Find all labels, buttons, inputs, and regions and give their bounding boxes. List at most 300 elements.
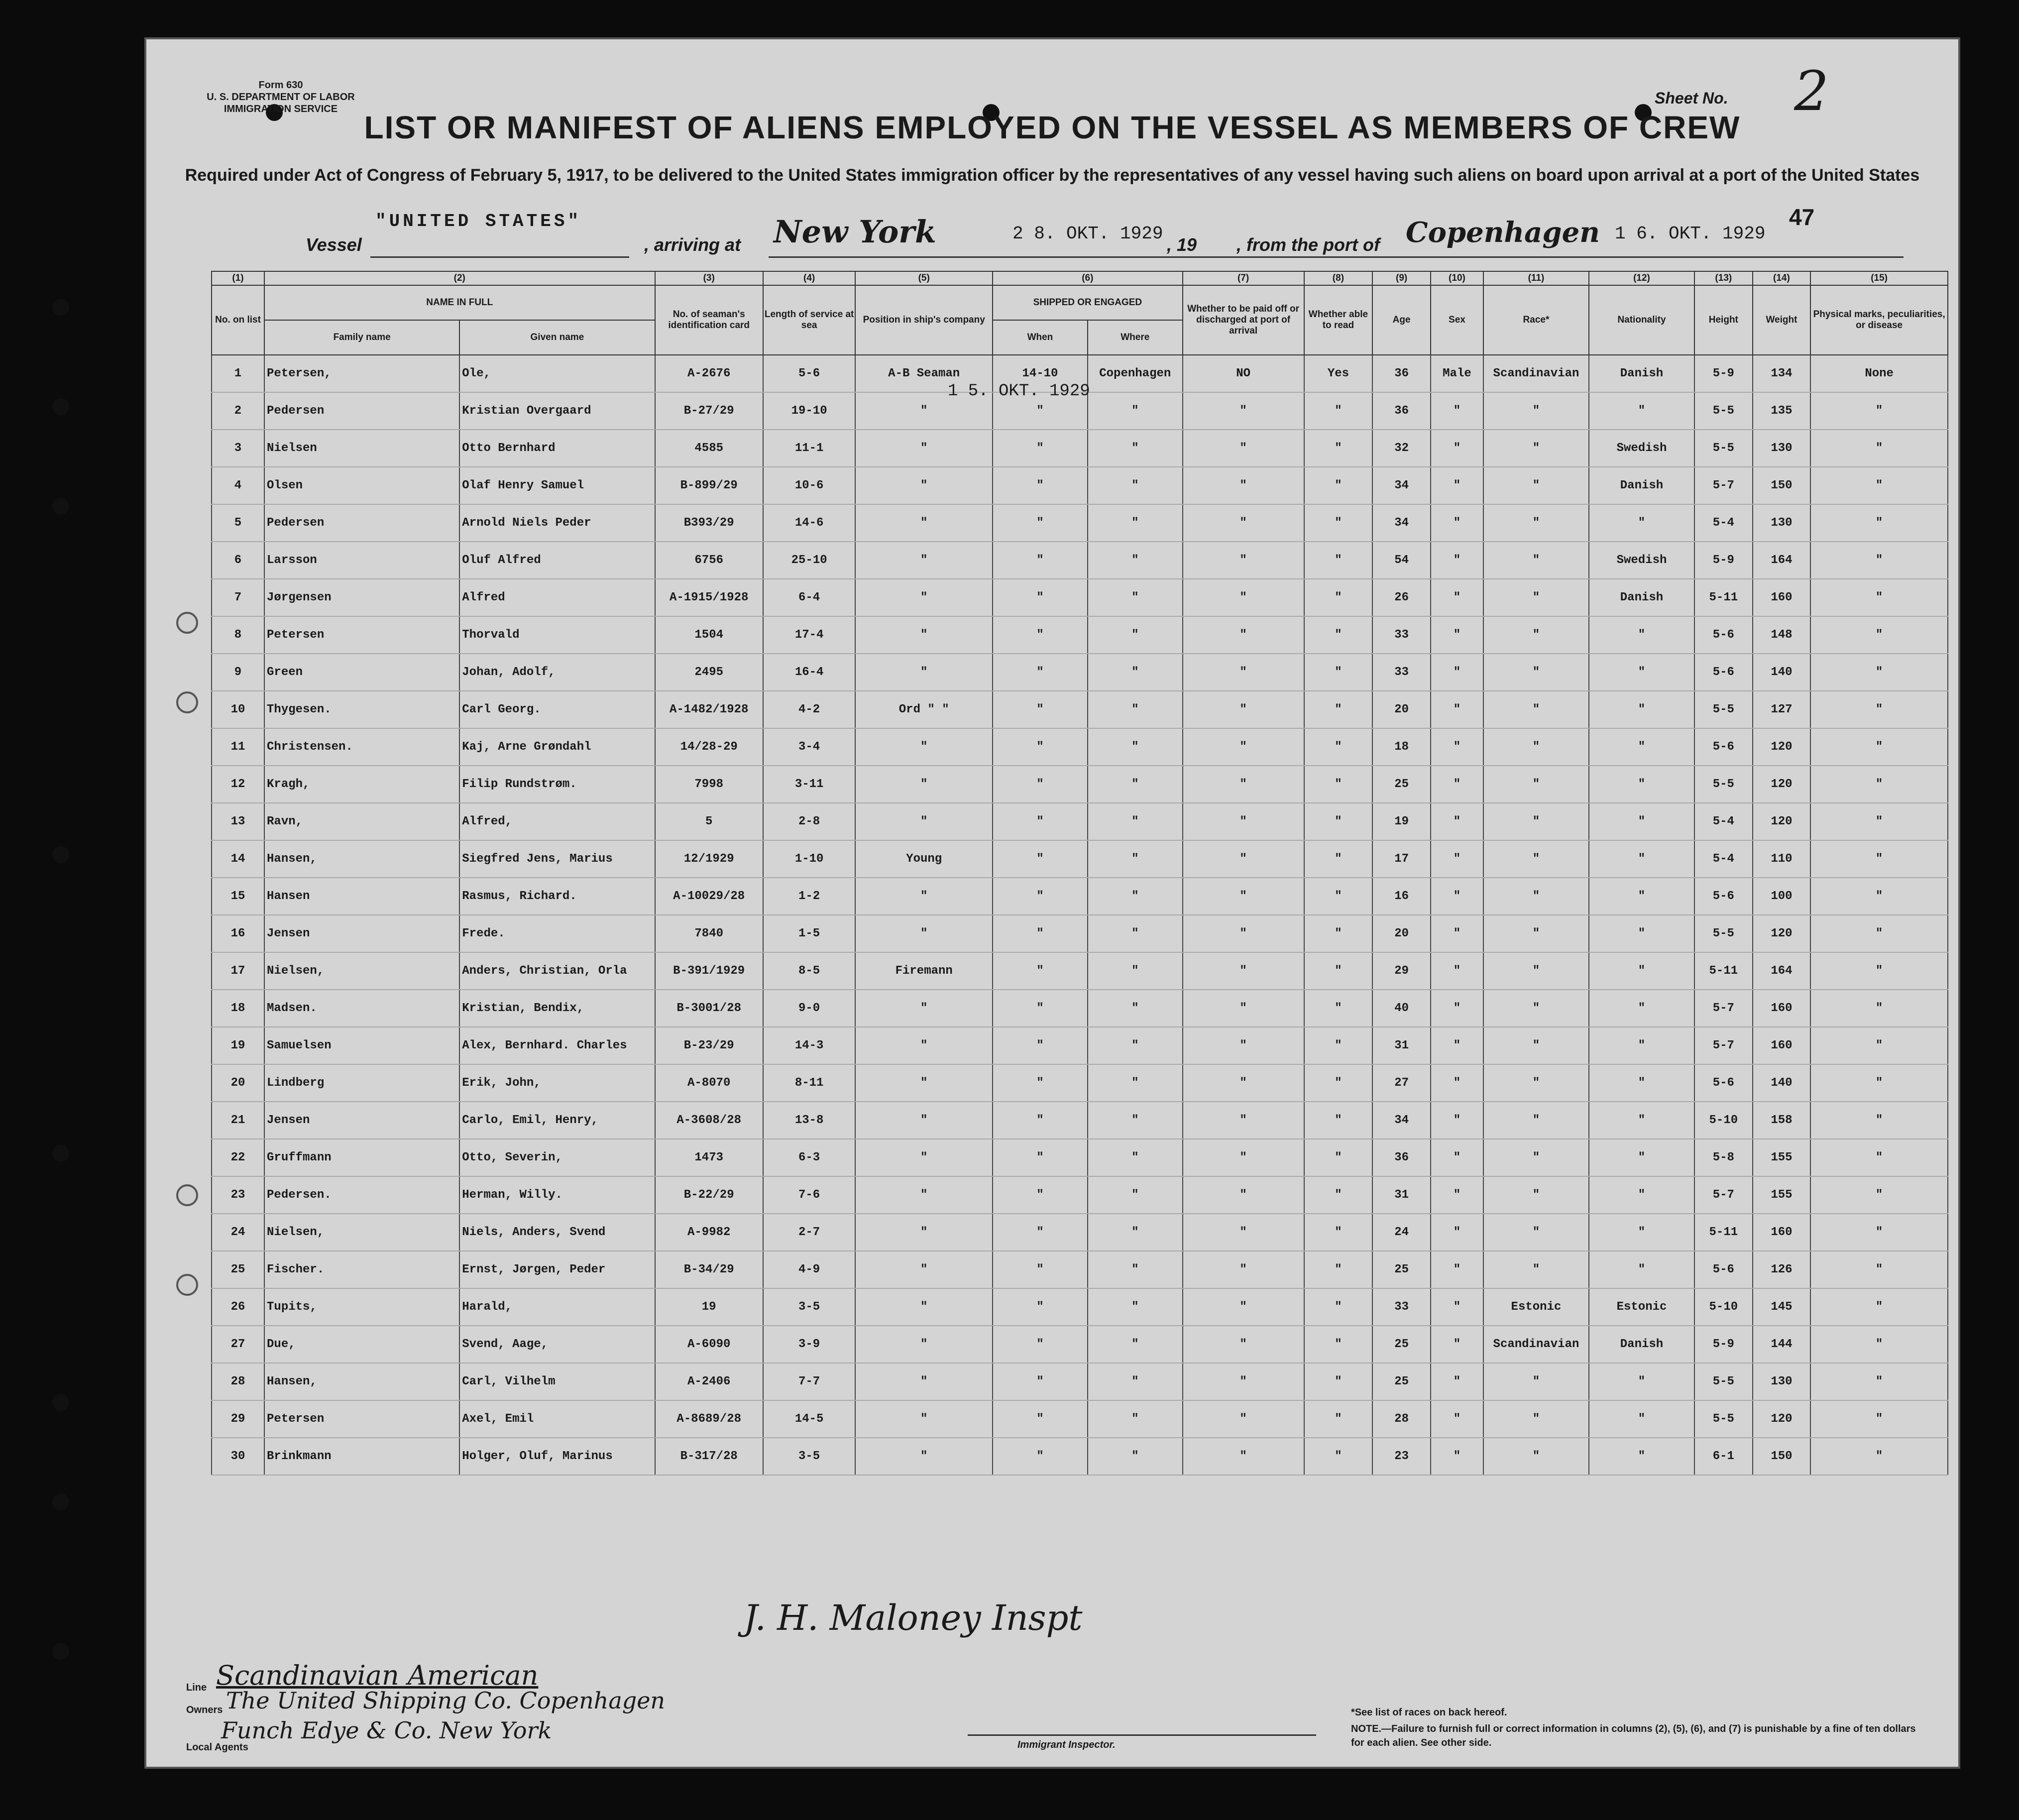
cell-where: ": [1088, 430, 1183, 467]
col-num: (8): [1304, 271, 1373, 285]
cell-given: Harald,: [459, 1288, 655, 1326]
cell-where: ": [1088, 1139, 1183, 1176]
cell-read: ": [1304, 1139, 1373, 1176]
cell-height: 5-11: [1694, 952, 1753, 990]
cell-nationality: ": [1589, 1363, 1694, 1400]
cell-no: 28: [212, 1363, 264, 1400]
cell-no: 19: [212, 1027, 264, 1064]
cell-position: ": [855, 915, 993, 952]
owners-value: The United Shipping Co. Copenhagen: [226, 1687, 666, 1714]
cell-given: Ole,: [459, 355, 655, 392]
cell-where: ": [1088, 766, 1183, 803]
cell-height: 5-10: [1694, 1102, 1753, 1139]
cell-sex: ": [1431, 467, 1483, 504]
cell-nationality: ": [1589, 766, 1694, 803]
cell-position: ": [855, 1176, 993, 1214]
binder-hole: [52, 299, 69, 316]
header-able-read: Whether able to read: [1304, 285, 1373, 355]
cell-family: Jensen: [264, 915, 459, 952]
cell-family: Nielsen,: [264, 1214, 459, 1251]
cell-no: 8: [212, 616, 264, 654]
cell-family: Nielsen: [264, 430, 459, 467]
cell-given: Kaj, Arne Grøndahl: [459, 728, 655, 766]
cell-race: ": [1483, 654, 1589, 691]
header-seaman-id: No. of seaman's identification card: [655, 285, 763, 355]
cell-family: Kragh,: [264, 766, 459, 803]
cell-when: ": [993, 1400, 1088, 1438]
cell-where: ": [1088, 1214, 1183, 1251]
col-num: (10): [1431, 271, 1483, 285]
cell-id: 12/1929: [655, 840, 763, 878]
cell-marks: ": [1810, 392, 1948, 430]
cell-age: 33: [1372, 654, 1431, 691]
inspector-label: Immigrant Inspector.: [1017, 1739, 1116, 1750]
col-num: (15): [1810, 271, 1948, 285]
cell-nationality: ": [1589, 728, 1694, 766]
cell-no: 18: [212, 990, 264, 1027]
cell-no: 16: [212, 915, 264, 952]
cell-height: 5-10: [1694, 1288, 1753, 1326]
crew-row: [212, 1288, 1948, 1326]
crew-row: [212, 915, 1948, 952]
cell-id: 4585: [655, 430, 763, 467]
cell-when: ": [993, 1064, 1088, 1102]
cell-weight: 135: [1753, 392, 1811, 430]
cell-paid: ": [1183, 990, 1304, 1027]
cell-weight: 120: [1753, 728, 1811, 766]
cell-read: ": [1304, 766, 1373, 803]
cell-read: ": [1304, 1251, 1373, 1288]
cell-marks: ": [1810, 1139, 1948, 1176]
agents-value: Funch Edye & Co. New York: [221, 1717, 552, 1744]
cell-id: A-6090: [655, 1326, 763, 1363]
cell-no: 30: [212, 1438, 264, 1475]
cell-id: A-2406: [655, 1363, 763, 1400]
cell-height: 5-8: [1694, 1139, 1753, 1176]
cell-where: ": [1088, 1363, 1183, 1400]
cell-service: 2-8: [763, 803, 856, 840]
cell-where: ": [1088, 803, 1183, 840]
cell-family: Nielsen,: [264, 952, 459, 990]
cell-weight: 160: [1753, 990, 1811, 1027]
cell-read: ": [1304, 915, 1373, 952]
cell-read: ": [1304, 1214, 1373, 1251]
cell-position: ": [855, 467, 993, 504]
cell-weight: 110: [1753, 840, 1811, 878]
cell-age: 17: [1372, 840, 1431, 878]
col-num: (4): [763, 271, 856, 285]
cell-sex: ": [1431, 1064, 1483, 1102]
cell-service: 14-3: [763, 1027, 856, 1064]
cell-paid: ": [1183, 1326, 1304, 1363]
cell-where: ": [1088, 990, 1183, 1027]
cell-paid: ": [1183, 1027, 1304, 1064]
cell-age: 24: [1372, 1214, 1431, 1251]
cell-position: ": [855, 430, 993, 467]
cell-race: ": [1483, 430, 1589, 467]
cell-age: 33: [1372, 616, 1431, 654]
cell-given: Svend, Aage,: [459, 1326, 655, 1363]
cell-marks: ": [1810, 691, 1948, 728]
header-line: [769, 256, 1904, 258]
cell-marks: ": [1810, 840, 1948, 878]
cell-when: ": [993, 766, 1088, 803]
cell-height: 6-1: [1694, 1438, 1753, 1475]
cell-family: Madsen.: [264, 990, 459, 1027]
cell-marks: ": [1810, 728, 1948, 766]
cell-height: 5-6: [1694, 878, 1753, 915]
cell-nationality: ": [1589, 803, 1694, 840]
cell-position: ": [855, 1438, 993, 1475]
cell-race: ": [1483, 1214, 1589, 1251]
col-num: (13): [1694, 271, 1753, 285]
cell-paid: ": [1183, 1438, 1304, 1475]
cell-sex: ": [1431, 616, 1483, 654]
cell-service: 1-5: [763, 915, 856, 952]
cell-age: 18: [1372, 728, 1431, 766]
cell-given: Otto Bernhard: [459, 430, 655, 467]
cell-read: ": [1304, 542, 1373, 579]
cell-paid: ": [1183, 1363, 1304, 1400]
cell-id: 7998: [655, 766, 763, 803]
cell-id: B-3001/28: [655, 990, 763, 1027]
cell-when: ": [993, 1027, 1088, 1064]
cell-weight: 120: [1753, 766, 1811, 803]
cell-service: 5-6: [763, 355, 856, 392]
cell-paid: ": [1183, 579, 1304, 616]
cell-family: Lindberg: [264, 1064, 459, 1102]
line-label: Line: [186, 1682, 207, 1693]
cell-service: 9-0: [763, 990, 856, 1027]
cell-age: 32: [1372, 430, 1431, 467]
cell-sex: ": [1431, 654, 1483, 691]
binder-hole: [52, 1145, 69, 1162]
cell-no: 14: [212, 840, 264, 878]
cell-sex: Male: [1431, 355, 1483, 392]
cell-paid: ": [1183, 616, 1304, 654]
cell-sex: ": [1431, 504, 1483, 542]
cell-read: ": [1304, 467, 1373, 504]
cell-service: 4-2: [763, 691, 856, 728]
page-title: LIST OR MANIFEST OF ALIENS EMPLOYED ON THE VESSEL AS MEMBERS OF CREW: [364, 110, 1741, 145]
page-subtitle: Required under Act of Congress of February 5, 1917, to be delivered to the United States immigration officer by the representatives of any vessel having such aliens on board upon arrival at a port of the United States: [185, 166, 1920, 185]
cell-height: 5-6: [1694, 1251, 1753, 1288]
cell-marks: ": [1810, 1400, 1948, 1438]
cell-service: 14-6: [763, 504, 856, 542]
cell-age: 36: [1372, 392, 1431, 430]
cell-weight: 144: [1753, 1326, 1811, 1363]
cell-age: 54: [1372, 542, 1431, 579]
cell-sex: ": [1431, 1288, 1483, 1326]
cell-family: Hansen,: [264, 840, 459, 878]
cell-given: Herman, Willy.: [459, 1176, 655, 1214]
cell-weight: 134: [1753, 355, 1811, 392]
cell-id: 1473: [655, 1139, 763, 1176]
cell-service: 8-5: [763, 952, 856, 990]
cell-weight: 160: [1753, 579, 1811, 616]
cell-family: Pedersen.: [264, 1176, 459, 1214]
cell-nationality: Danish: [1589, 467, 1694, 504]
cell-race: ": [1483, 1363, 1589, 1400]
cell-service: 7-6: [763, 1176, 856, 1214]
cell-sex: ": [1431, 1214, 1483, 1251]
cell-marks: ": [1810, 990, 1948, 1027]
cell-race: ": [1483, 542, 1589, 579]
cell-position: ": [855, 616, 993, 654]
cell-paid: ": [1183, 392, 1304, 430]
cell-race: ": [1483, 1176, 1589, 1214]
cell-sex: ": [1431, 430, 1483, 467]
cell-race: ": [1483, 467, 1589, 504]
cell-position: ": [855, 1027, 993, 1064]
cell-where: ": [1088, 1251, 1183, 1288]
cell-service: 19-10: [763, 392, 856, 430]
cell-service: 25-10: [763, 542, 856, 579]
cell-paid: ": [1183, 430, 1304, 467]
cell-marks: ": [1810, 1176, 1948, 1214]
cell-nationality: ": [1589, 1176, 1694, 1214]
cell-nationality: ": [1589, 1064, 1694, 1102]
cell-position: ": [855, 728, 993, 766]
cell-id: B-23/29: [655, 1027, 763, 1064]
punch-ring: [176, 1184, 198, 1206]
cell-id: 6756: [655, 542, 763, 579]
cell-race: ": [1483, 878, 1589, 915]
cell-weight: 126: [1753, 1251, 1811, 1288]
cell-position: ": [855, 1214, 993, 1251]
cell-given: Niels, Anders, Svend: [459, 1214, 655, 1251]
cell-weight: 130: [1753, 1363, 1811, 1400]
cell-race: ": [1483, 1027, 1589, 1064]
cell-no: 9: [212, 654, 264, 691]
col-num: (9): [1372, 271, 1431, 285]
cell-weight: 145: [1753, 1288, 1811, 1326]
cell-weight: 160: [1753, 1214, 1811, 1251]
cell-marks: ": [1810, 504, 1948, 542]
cell-height: 5-11: [1694, 1214, 1753, 1251]
cell-when: ": [993, 1438, 1088, 1475]
header-height: Height: [1694, 285, 1753, 355]
cell-position: A-B Seaman: [855, 355, 993, 392]
crew-row: [212, 691, 1948, 728]
cell-read: ": [1304, 1400, 1373, 1438]
cell-given: Johan, Adolf,: [459, 654, 655, 691]
cell-given: Holger, Oluf, Marinus: [459, 1438, 655, 1475]
cell-age: 29: [1372, 952, 1431, 990]
cell-given: Filip Rundstrøm.: [459, 766, 655, 803]
cell-read: ": [1304, 691, 1373, 728]
cell-weight: 120: [1753, 803, 1811, 840]
from-port-label: , from the port of: [1236, 234, 1380, 255]
header-when: When: [993, 320, 1088, 355]
cell-weight: 150: [1753, 1438, 1811, 1475]
cell-service: 3-4: [763, 728, 856, 766]
cell-race: Scandinavian: [1483, 355, 1589, 392]
cell-when: ": [993, 1176, 1088, 1214]
cell-where: ": [1088, 392, 1183, 430]
cell-when: ": [993, 952, 1088, 990]
page-number: 47: [1789, 204, 1815, 230]
service-name: IMMIGRATION SERVICE: [224, 104, 338, 114]
cell-height: 5-6: [1694, 616, 1753, 654]
manifest-sheet: [144, 37, 1960, 1769]
crew-row: [212, 728, 1948, 766]
binder-hole: [52, 1643, 69, 1660]
cell-height: 5-4: [1694, 504, 1753, 542]
cell-service: 3-5: [763, 1438, 856, 1475]
header-nationality: Nationality: [1589, 285, 1694, 355]
cell-sex: ": [1431, 1400, 1483, 1438]
cell-id: A-9982: [655, 1214, 763, 1251]
punch-ring: [176, 1274, 198, 1296]
cell-when: ": [993, 542, 1088, 579]
cell-position: ": [855, 654, 993, 691]
header-length-service: Length of service at sea: [763, 285, 856, 355]
cell-when: ": [993, 467, 1088, 504]
cell-nationality: ": [1589, 1438, 1694, 1475]
cell-race: Scandinavian: [1483, 1326, 1589, 1363]
cell-nationality: Danish: [1589, 355, 1694, 392]
cell-race: ": [1483, 579, 1589, 616]
cell-no: 10: [212, 691, 264, 728]
cell-race: ": [1483, 990, 1589, 1027]
crew-row: [212, 467, 1948, 504]
cell-read: ": [1304, 840, 1373, 878]
cell-when: ": [993, 1363, 1088, 1400]
cell-paid: ": [1183, 1139, 1304, 1176]
cell-id: A-1915/1928: [655, 579, 763, 616]
cell-given: Siegfred Jens, Marius: [459, 840, 655, 878]
cell-where: ": [1088, 952, 1183, 990]
cell-no: 29: [212, 1400, 264, 1438]
cell-given: Otto, Severin,: [459, 1139, 655, 1176]
cell-where: ": [1088, 467, 1183, 504]
cell-read: ": [1304, 803, 1373, 840]
cell-marks: ": [1810, 1102, 1948, 1139]
cell-age: 33: [1372, 1288, 1431, 1326]
cell-paid: ": [1183, 1288, 1304, 1326]
cell-position: ": [855, 1326, 993, 1363]
cell-service: 1-2: [763, 878, 856, 915]
cell-marks: ": [1810, 1363, 1948, 1400]
departure-date-stamp: 1 6. OKT. 1929: [1615, 224, 1766, 244]
header-paid-off: Whether to be paid off or discharged at port of arrival: [1183, 285, 1304, 355]
cell-no: 20: [212, 1064, 264, 1102]
cell-height: 5-5: [1694, 430, 1753, 467]
cell-marks: ": [1810, 766, 1948, 803]
cell-sex: ": [1431, 579, 1483, 616]
cell-where: ": [1088, 728, 1183, 766]
cell-sex: ": [1431, 878, 1483, 915]
cell-no: 21: [212, 1102, 264, 1139]
cell-weight: 127: [1753, 691, 1811, 728]
cell-id: B-27/29: [655, 392, 763, 430]
cell-age: 25: [1372, 1363, 1431, 1400]
cell-family: Olsen: [264, 467, 459, 504]
cell-age: 40: [1372, 990, 1431, 1027]
cell-marks: ": [1810, 616, 1948, 654]
cell-position: ": [855, 1363, 993, 1400]
cell-id: 7840: [655, 915, 763, 952]
cell-nationality: ": [1589, 915, 1694, 952]
cell-service: 4-9: [763, 1251, 856, 1288]
cell-no: 4: [212, 467, 264, 504]
cell-height: 5-5: [1694, 766, 1753, 803]
punch-ring: [176, 612, 198, 634]
cell-paid: ": [1183, 952, 1304, 990]
cell-family: Hansen: [264, 878, 459, 915]
crew-row: [212, 1027, 1948, 1064]
cell-paid: ": [1183, 1176, 1304, 1214]
binder-hole: [52, 846, 69, 863]
cell-family: Brinkmann: [264, 1438, 459, 1475]
cell-position: ": [855, 1251, 993, 1288]
cell-age: 19: [1372, 803, 1431, 840]
cell-height: 5-6: [1694, 1064, 1753, 1102]
cell-no: 27: [212, 1326, 264, 1363]
cell-given: Olaf Henry Samuel: [459, 467, 655, 504]
cell-id: B-34/29: [655, 1251, 763, 1288]
cell-race: ": [1483, 1400, 1589, 1438]
cell-race: Estonic: [1483, 1288, 1589, 1326]
binder-hole: [52, 1493, 69, 1510]
arrival-date-stamp: 2 8. OKT. 1929: [1012, 224, 1163, 244]
cell-id: A-2676: [655, 355, 763, 392]
cell-where: ": [1088, 579, 1183, 616]
cell-weight: 100: [1753, 878, 1811, 915]
cell-family: Tupits,: [264, 1288, 459, 1326]
cell-nationality: ": [1589, 392, 1694, 430]
cell-nationality: ": [1589, 1214, 1694, 1251]
cell-where: ": [1088, 691, 1183, 728]
cell-given: Erik, John,: [459, 1064, 655, 1102]
cell-sex: ": [1431, 1251, 1483, 1288]
cell-age: 23: [1372, 1438, 1431, 1475]
cell-when: ": [993, 579, 1088, 616]
year-label: , 19: [1167, 234, 1197, 255]
cell-marks: ": [1810, 430, 1948, 467]
cell-marks: ": [1810, 1064, 1948, 1102]
cell-service: 10-6: [763, 467, 856, 504]
cell-marks: ": [1810, 1288, 1948, 1326]
cell-position: ": [855, 542, 993, 579]
cell-no: 2: [212, 392, 264, 430]
cell-height: 5-7: [1694, 1027, 1753, 1064]
cell-paid: ": [1183, 1400, 1304, 1438]
cell-service: 3-9: [763, 1326, 856, 1363]
binder-hole: [52, 1394, 69, 1411]
cell-where: ": [1088, 504, 1183, 542]
cell-marks: ": [1810, 1214, 1948, 1251]
cell-weight: 148: [1753, 616, 1811, 654]
header-family-name: Family name: [264, 320, 459, 355]
cell-service: 1-10: [763, 840, 856, 878]
cell-weight: 155: [1753, 1176, 1811, 1214]
vessel-name: "UNITED STATES": [375, 211, 582, 231]
cell-id: 1504: [655, 616, 763, 654]
cell-position: ": [855, 990, 993, 1027]
cell-race: ": [1483, 1139, 1589, 1176]
cell-weight: 140: [1753, 654, 1811, 691]
crew-row: [212, 1064, 1948, 1102]
cell-given: Alex, Bernhard. Charles: [459, 1027, 655, 1064]
crew-row: [212, 654, 1948, 691]
cell-service: 8-11: [763, 1064, 856, 1102]
cell-height: 5-11: [1694, 579, 1753, 616]
cell-race: ": [1483, 616, 1589, 654]
cell-paid: ": [1183, 878, 1304, 915]
cell-nationality: ": [1589, 952, 1694, 990]
